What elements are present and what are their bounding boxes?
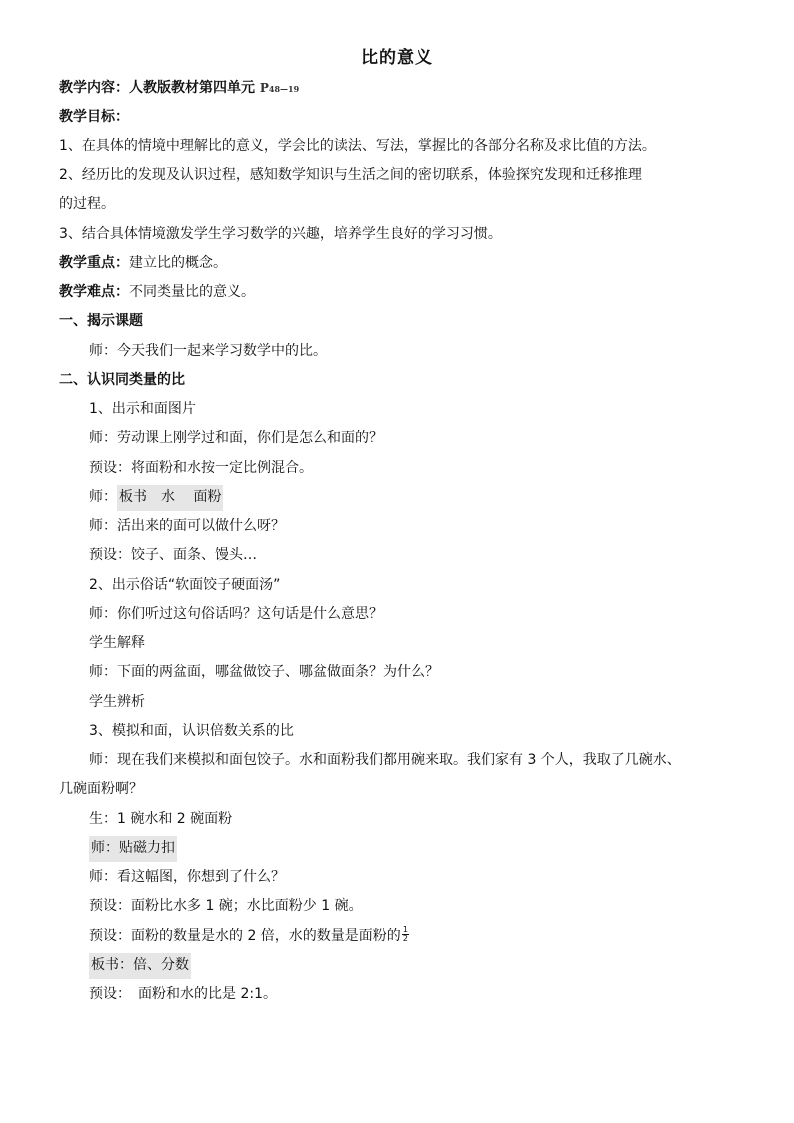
blackboard-note-times-fraction: 板书：倍、分数	[89, 953, 191, 979]
section-1-heading: 一、揭示课题	[59, 313, 143, 329]
content-label: 教学内容：	[59, 80, 129, 96]
difficulty	[59, 282, 255, 302]
s2-line-6: 预设：饺子、面条、馒头…	[89, 547, 257, 563]
fraction-one-half	[402, 926, 409, 943]
teaching-content-line	[59, 78, 299, 100]
difficulty-value: 不同类量比的意义。	[129, 284, 255, 300]
s2-line-14: 几碗面粉啊？	[59, 781, 143, 797]
page-range: P48—19	[259, 81, 300, 95]
s2-line-2: 师：劳动课上刚学过和面，你们是怎么和面的？	[89, 430, 383, 446]
s2-line-17: 师：看这幅图，你想到了什么？	[89, 869, 285, 885]
s2-line-16	[89, 838, 177, 858]
key-point	[59, 253, 227, 273]
goal-3: 3、结合具体情境激发学生学习数学的兴趣，培养学生良好的学习习惯。	[59, 226, 502, 242]
goals-label: 教学目标：	[59, 109, 129, 125]
s2-line-1: 1、出示和面图片	[89, 401, 196, 417]
s2-line-12: 3、模拟和面，认识倍数关系的比	[89, 723, 294, 739]
s2-line-13: 师：现在我们来模拟和面包饺子。水和面粉我们都用碗来取。我们家有 3 个人，我取了几碗水、	[89, 752, 681, 768]
page-title: 比的意义	[361, 48, 433, 68]
section-1-line: 师：今天我们一起来学习数学中的比。	[89, 343, 327, 359]
blackboard-note-magnets: 师：贴磁力扣	[89, 836, 177, 862]
s2-line-3: 预设：将面粉和水按一定比例混合。	[89, 460, 313, 476]
s2-line-9: 学生解释	[89, 635, 145, 651]
section-2-heading: 二、认识同类量的比	[59, 372, 185, 388]
difficulty-label: 教学难点：	[59, 284, 129, 300]
s2-line-7: 2、出示俗话“软面饺子硬面汤”	[89, 577, 281, 593]
s2-line-4	[89, 487, 223, 507]
s2-line-4-prefix: 师：	[89, 489, 117, 505]
s2-line-20	[89, 955, 191, 975]
s2-line-15: 生：1 碗水和 2 碗面粉	[89, 811, 233, 827]
goal-1: 1、在具体的情境中理解比的意义，学会比的读法、写法，掌握比的各部分名称及求比值的方法。	[59, 138, 656, 154]
s2-line-8: 师：你们听过这句俗话吗？这句话是什么意思？	[89, 606, 383, 622]
fraction-denominator: 2	[402, 933, 408, 943]
s2-line-21: 预设： 面粉和水的比是 2:1。	[89, 986, 277, 1002]
key-point-label: 教学重点：	[59, 255, 129, 271]
goal-2-cont: 的过程。	[59, 196, 115, 212]
key-point-value: 建立比的概念。	[129, 255, 227, 271]
s2-line-11: 学生辨析	[89, 694, 145, 710]
goal-2: 2、经历比的发现及认识过程，感知数学知识与生活之间的密切联系，体验探究发现和迁移推理	[59, 167, 642, 183]
content-value: 人教版教材第四单元	[129, 80, 255, 96]
s2-line-18: 预设：面粉比水多 1 碗；水比面粉少 1 碗。	[89, 898, 363, 914]
s2-line-19	[89, 926, 409, 946]
s2-line-19-text: 预设：面粉的数量是水的 2 倍，水的数量是面粉的	[89, 928, 401, 944]
s2-line-10: 师：下面的两盆面，哪盆做饺子、哪盆做面条？为什么？	[89, 664, 439, 680]
s2-line-5: 师：活出来的面可以做什么呀？	[89, 518, 285, 534]
blackboard-note-water-flour: 板书 水 面粉	[117, 485, 223, 511]
fraction-numerator: 1	[402, 924, 408, 934]
